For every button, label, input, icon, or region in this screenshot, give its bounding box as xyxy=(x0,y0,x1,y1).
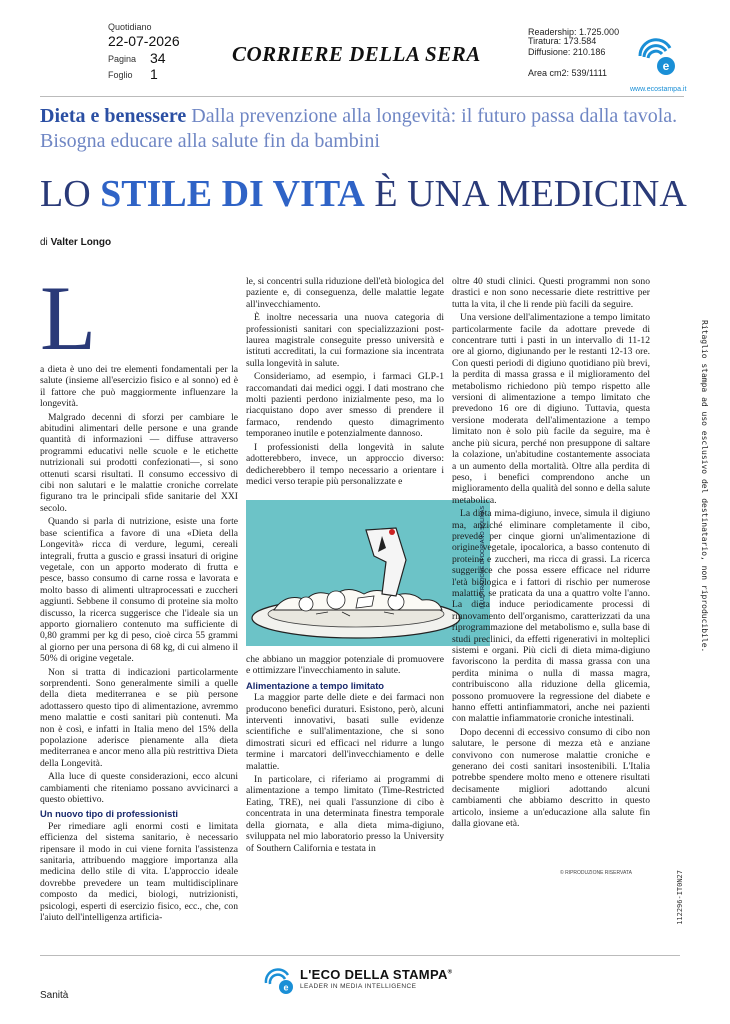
paragraph: Quando si parla di nutrizione, esiste una forte base scientifica a favore di una «Dieta della Longevità» ricca di verdure, legumi, cereali integrali, frutta a guscio e grassi insaturi di origine vegetale, con un apporto moderato di frutta e pesce, basso consumo di carne rossa e lavorata e molto basso di alimenti ultraprocessati e zuccheri aggiunti. Sebbene il consumo di proteine sia molto discusso, la ricerca suggerisce che l'ideale sia un apporto giornaliero contenuto ma sufficiente di 0,80 grammi per kg di peso, cioè circa 55 grammi al giorno per una persona di 68 kg, di cui almeno il 50% di origine vegetale. xyxy=(40,516,238,665)
foglio-label: Foglio xyxy=(108,70,133,80)
paragraph: La dieta mima-digiuno, invece, simula il digiuno ma, anziché eliminare completamente il cibo, prevede per cinque giorni un'alimentazione di origine vegetale, ipocalorica, a basso contenuto di proteine e zuccheri, ma ricca di grassi. La ricerca suggerisce che possa essere efficace nel ridurre l'età biologica e i fattori di rischio per numerose malattie, se praticata da una a quattro volte l'anno. La dieta induce periodicamente processi di rinnovamento dell'organismo, caratterizzati da una riprogrammazione del metabolismo e, sulla base di studi preclinici, da effetti rigenerativi in molteplici sistemi e organi. Più cicli di dieta mima-digiuno favoriscono la perdita di massa grassa con una perdita minima o nulla di massa magra, contribuiscono alla riduzione della glicemia, possono promuovere la regressione del diabete e hanno effetti antinfiammatori, anche nei pazienti con malattie infiammatorie croniche intestinali. xyxy=(452,508,650,725)
illustration-credit: ILLUSTRAZIONE DI DORIANO SOLINAS xyxy=(480,506,486,609)
byline xyxy=(40,237,111,248)
footer-tagline: LEADER IN MEDIA INTELLIGENCE xyxy=(300,983,417,990)
paragraph: Alla luce di queste considerazioni, ecco alcuni cambiamenti che riteniamo possano avvicinarci a questo obiettivo. xyxy=(40,771,238,806)
section-label: Sanità xyxy=(40,990,69,1001)
column-3 xyxy=(452,276,650,832)
pagina-value: 34 xyxy=(150,50,166,66)
paragraph: Non si tratta di indicazioni particolarmente sorprendenti. Sono generalmente simili a quelle della dieta mediterranea e se più persone adottassero questo tipo di alimentazione, avremmo meno malattie e costi sanitari più contenuti. Ma non è così, e infatti in Italia meno del 15% della popolazione aderisce pienamente alla dieta mediterranea e ancor meno alla più restrittiva Dieta della Longevità. xyxy=(40,666,238,769)
paragraph: È inoltre necessaria una nuova categoria di professionisti sanitari con specializzazioni post-laurea magistrale conseguite presso università e istituti accreditati, la cui formazione sia incentrata sulla longevità in salute. xyxy=(246,312,444,369)
byline-prefix: di xyxy=(40,237,51,248)
kicker-bold: Dieta e benessere xyxy=(40,105,187,127)
readership: Readership: 1.725.000 xyxy=(528,27,620,37)
paragraph: I professionisti della longevità in salute adotterebbero, invece, un approccio diverso: dedicherebbero il tempo necessario a orientare i medici verso terapie più personalizzate e xyxy=(246,441,444,487)
date: 22-07-2026 xyxy=(108,33,180,49)
header-rule xyxy=(40,96,684,97)
website: www.ecostampa.it xyxy=(630,86,687,93)
byline-author: Valter Longo xyxy=(50,237,112,248)
copyright-note: © RIPRODUZIONE RISERVATA xyxy=(560,870,632,876)
subheading: Un nuovo tipo di professionisti xyxy=(40,808,179,820)
headline xyxy=(40,172,687,216)
paragraph: Per rimediare agli enormi costi e limitata efficienza del sistema sanitario, è necessario ripensare il modo in cui viene fornita l'assistenza sanitaria, attribuendo maggiore importanza alla medicina dello stile di vita. L'approccio ideale dovrebbe prevedere un team multidisciplinare composto da medici, biologi, nutrizionisti, psicologi, esperti di esercizio fisico, ecc., che, con l'aiuto dell'intelligenza artificia- xyxy=(40,820,238,924)
area: Area cm2: 539/1111 xyxy=(528,68,608,78)
svg-text:e: e xyxy=(662,59,670,73)
quotidiano-label: Quotidiano xyxy=(108,22,152,32)
drop-cap: L xyxy=(40,267,97,369)
clip-code: 112296-IT0N27 xyxy=(676,870,684,925)
eco-della-stampa-logo-icon xyxy=(262,963,296,995)
svg-text:e: e xyxy=(283,982,289,993)
headline-part-a: LO xyxy=(40,173,101,215)
paragraph: le, si concentri sulla riduzione dell'età biologica del paziente e, di conseguenza, delle malattie legate all'invecchiamento. xyxy=(246,276,444,310)
kicker xyxy=(40,104,680,154)
headline-accent: STILE DI VITA xyxy=(100,173,365,215)
column-2-bottom xyxy=(246,654,444,856)
paragraph: a dieta è uno dei tre elementi fondamentali per la salute (insieme all'esercizio fisico e al sonno) ed è il fattore che può maggiormente influenzare la longevità. xyxy=(40,364,238,410)
kicker-text: Dalla prevenzione alla longevità: il futuro passa dalla tavola. Bisogna educare alla salute fin da bambini xyxy=(40,105,678,152)
paragraph: Dopo decenni di eccessivo consumo di cibo non salutare, le persone di mezza età e anziane convivono con numerose malattie croniche e generano dei costi sanitari insostenibili. L'Italia potrebbe spendere molto meno e ottenere risultati decisamente migliori adottando alcuni cambiamenti che abbiamo descritto in questo articolo, insieme a un'educazione alla salute fin dalla giovane età. xyxy=(452,726,650,830)
paragraph: oltre 40 studi clinici. Questi programmi non sono drastici e non sono necessarie diete restrittive per tutta la vita, il che li rende più facili da seguire. xyxy=(452,276,650,310)
paragraph: La maggior parte delle diete e dei farmaci non producono benefici duraturi. Esistono, però, alcuni interventi innovativi, basati sulle evidenze scientifiche e sull'alimentazione, che si sono dimostrati sicuri ed efficaci nel ridurre a lungo termine i marcatori dell'invecchiamento e delle malattie. xyxy=(246,692,444,772)
reproduction-note: Ritaglio stampa ad uso esclusivo del destinatario, non riproducibile. xyxy=(700,320,709,653)
column-1 xyxy=(40,364,238,926)
paragraph: Consideriamo, ad esempio, i farmaci GLP-1 raccomandati dai medici oggi. I dati mostrano che molti pazienti perdono inizialmente peso, ma lo riacquistano dopo aver smesso di prendere il farmaco, rendendo questo dimagrimento temporaneo inutile e potenzialmente dannoso. xyxy=(246,371,444,440)
pagina-label: Pagina xyxy=(108,54,137,64)
footer-logo-name: L'ECO DELLA STAMPA xyxy=(300,967,448,982)
column-2-top xyxy=(246,276,444,489)
masthead: CORRIERE DELLA SERA xyxy=(232,42,481,66)
headline-part-c: È UNA MEDICINA xyxy=(364,173,687,215)
footer-rule xyxy=(40,955,680,956)
subheading: Alimentazione a tempo limitato xyxy=(246,679,385,691)
paragraph: In particolare, ci riferiamo ai programmi di alimentazione a tempo limitato (Time-Restricted Eating, TRE), nei quali l'assunzione di cibo è concentrata in una determinata finestra temporale della giornata, e alla dieta mima-digiuno, sviluppata nel mio laboratorio presso la University of Southern California e testata in xyxy=(246,774,444,854)
ecostampa-logo-icon xyxy=(630,30,680,78)
paragraph: che abbiano un maggior potenziale di promuovere e ottimizzare l'invecchiamento in salute. xyxy=(246,654,444,677)
paragraph: Malgrado decenni di sforzi per cambiare le abitudini alimentari delle persone e una grande quantità di informazioni — diffuse attraverso programmi educativi nelle scuole e le etichette nutrizionali sui prodotti confezionati—, si sono ottenuti scarsi risultati. Il consumo eccessivo di cibi non salutari e le malattie croniche correlate figurano tra le principali sfide sanitarie del XXI secolo. xyxy=(40,411,238,514)
paragraph: Una versione dell'alimentazione a tempo limitato particolarmente facile da adottare prevede di concentrare tutti i pasti in un intervallo di 11-12 ore al giorno, digiunando per le restanti 12-13 ore. Con questi periodi di digiuno quotidiano più brevi, la perdita di massa grassa e il miglioramento del metabolismo richiedono più tempo rispetto alle versioni di alimentazione a tempo limitato che prevedono 16 ore di digiuno. Tuttavia, questa versione moderata dell'alimentazione a tempo limitato non è solo più facile da seguire, ma è anche più sicura, perché non presuppone di saltare la colazione, un'abitudine costantemente associata a un aumento della mortalità. Oltre alla perdita di peso, i benefici comprendono anche un miglioramento della qualità del sonno e della salute metabolica. xyxy=(452,312,650,506)
foglio-value: 1 xyxy=(150,66,158,82)
diffusione: Diffusione: 210.186 xyxy=(528,47,606,57)
footer-logo-text xyxy=(300,967,452,982)
footer-logo-tm: ® xyxy=(447,969,453,976)
tiratura: Tiratura: 173.584 xyxy=(528,36,597,46)
